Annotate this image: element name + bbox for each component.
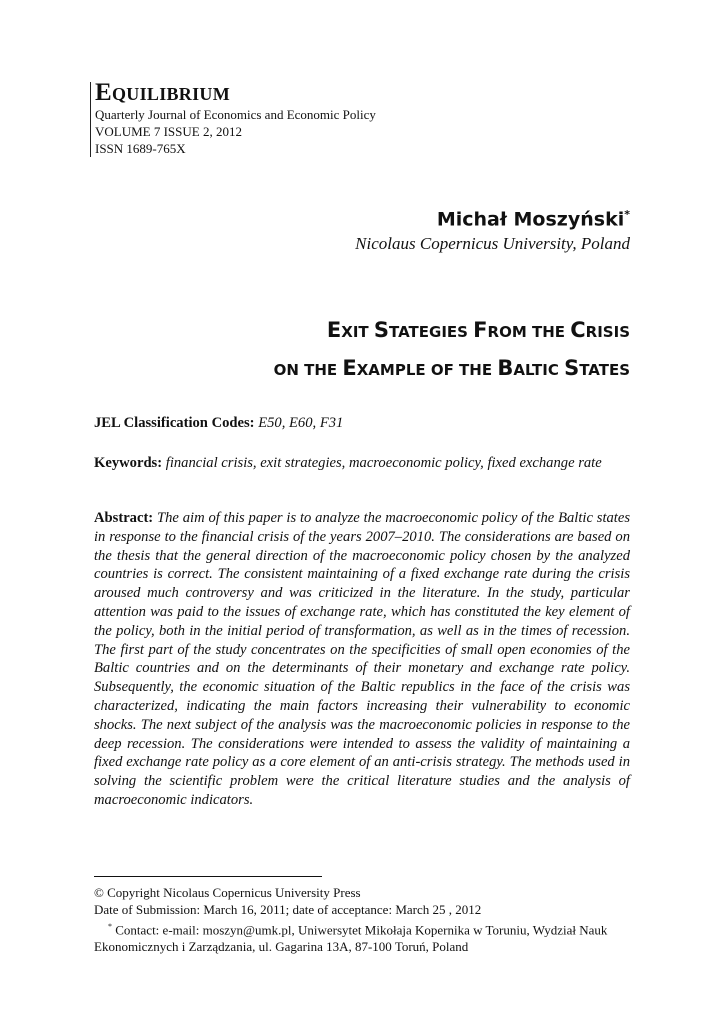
keywords bbox=[94, 454, 630, 473]
title-part: XAMPLE OF THE bbox=[356, 361, 498, 379]
paper-title bbox=[274, 312, 630, 388]
keywords-text: financial crisis, exit strategies, macroeconomic policy, fixed exchange rate bbox=[165, 455, 602, 471]
title-part: B bbox=[497, 356, 514, 380]
jel-label: JEL Classification Codes: bbox=[94, 415, 255, 431]
title-part: ON THE bbox=[273, 361, 343, 379]
author-name bbox=[355, 203, 630, 231]
jel-values: E50, E60, F31 bbox=[258, 415, 344, 431]
title-part: RISIS bbox=[585, 323, 630, 341]
abstract-label: Abstract: bbox=[94, 510, 154, 526]
journal-volume: VOLUME 7 ISSUE 2, 2012 bbox=[95, 124, 242, 139]
author-footnote-mark: * bbox=[624, 208, 630, 221]
jel-codes bbox=[94, 414, 630, 433]
contact-footnote-mark: * bbox=[108, 922, 112, 931]
title-part: F bbox=[473, 318, 488, 342]
contact-text: Contact: e-mail: moszyn@umk.pl, Uniwersytet Mikołaja Kopernika w Toruniu, Wydział Nauk Ekonomicznych i Zarządzania, ul. Gagarina 13A, 87-100 Toruń, Poland bbox=[94, 922, 608, 955]
title-part: S bbox=[564, 356, 580, 380]
journal-name bbox=[95, 79, 376, 106]
contact-note bbox=[94, 918, 630, 955]
abstract bbox=[94, 509, 630, 810]
abstract-text: The aim of this paper is to analyze the macroeconomic policy of the Baltic states in response to the financial crisis of the years 2007–2010. The considerations are based on the thesis that the general direction of the macroeconomic policy chosen by the analyzed countries is correct. The consistent maintaining of a fixed exchange rate during the crisis aroused much controversy and was criticized in the literature. In the study, particular attention was paid to the issues of exchange rate, which has constituted the key element of the policy, both in the initial period of transformation, as well as in the times of recession. The first part of the study concentrates on the specificities of small open economies of the Baltic countries and on the determinants of their monetary and exchange rate policy. Subsequently, the economic situation of the Baltic republics in the face of the crisis was characterized, indicating the main factors increasing their vulnerability to economic shocks. The next subject of the analysis was the macroeconomic policies in response to the deep recession. The considerations were intended to assess the validity of maintaining a fixed exchange rate policy as a core element of an anti-crisis strategy. The methods used in solving the scientific problem were the critical literature studies and the analysis of macroeconomic indicators. bbox=[94, 510, 631, 808]
title-line-1 bbox=[274, 312, 630, 350]
footnote-divider bbox=[94, 876, 322, 877]
copyright-note: © Copyright Nicolaus Copernicus University Press bbox=[94, 885, 361, 900]
title-part: TATEGIES bbox=[389, 323, 474, 341]
author-affiliation: Nicolaus Copernicus University, Poland bbox=[355, 234, 630, 254]
title-part: XIT bbox=[341, 323, 374, 341]
title-part: ROM THE bbox=[487, 323, 571, 341]
title-part: ALTIC bbox=[513, 361, 565, 379]
title-part: E bbox=[326, 318, 342, 342]
footnotes bbox=[94, 884, 630, 955]
author-name-text: Michał Moszyński bbox=[436, 208, 625, 231]
journal-issn: ISSN 1689-765X bbox=[95, 141, 186, 156]
title-line-2 bbox=[274, 350, 630, 388]
author-block bbox=[355, 203, 630, 255]
title-part: C bbox=[570, 318, 586, 342]
title-part: E bbox=[342, 356, 357, 380]
title-part: TATES bbox=[579, 361, 630, 379]
title-part: S bbox=[373, 318, 390, 342]
submission-dates: Date of Submission: March 16, 2011; date of acceptance: March 25 , 2012 bbox=[94, 902, 482, 917]
journal-name-initial: E bbox=[95, 79, 112, 106]
journal-subtitle: Quarterly Journal of Economics and Economic Policy bbox=[95, 107, 376, 122]
journal-masthead bbox=[90, 79, 376, 157]
journal-name-rest: QUILIBRIUM bbox=[111, 84, 230, 104]
keywords-label: Keywords: bbox=[94, 455, 163, 471]
